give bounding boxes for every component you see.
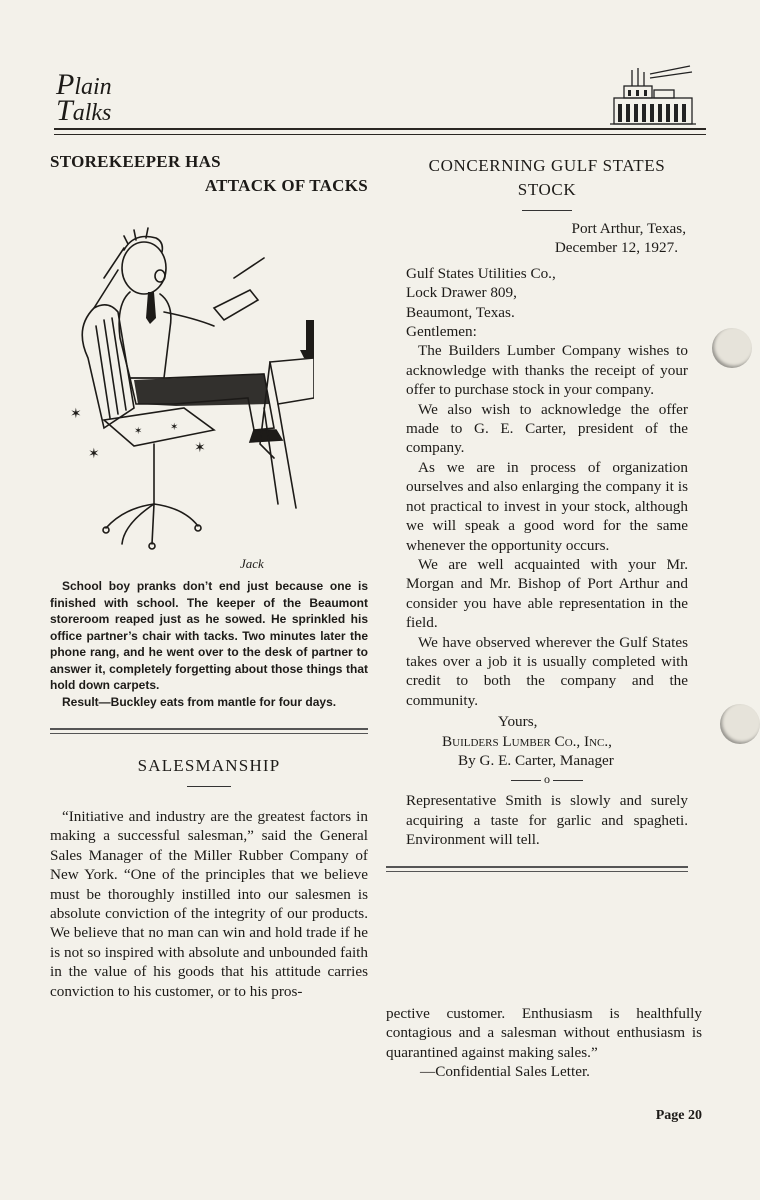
letter-dateline [406, 219, 688, 258]
headline-storekeeper [50, 150, 368, 198]
salesmanship-continued [386, 1004, 702, 1082]
cartoon-drawing [64, 208, 314, 578]
logo-text: alks [72, 100, 112, 126]
section-divider [50, 728, 368, 734]
svg-text:✶: ✶ [134, 426, 143, 437]
headline-line: CONCERNING GULF STATES [428, 156, 666, 175]
svg-text:✶: ✶ [88, 447, 100, 462]
letter-firm: Builders Lumber Co., Inc., [442, 732, 612, 750]
letter-closing: Yours, [498, 713, 538, 731]
letter-salutation: Gentlemen: [406, 323, 477, 341]
masthead [50, 64, 710, 136]
binder-hole [712, 328, 752, 368]
cartoon-caption [50, 578, 368, 710]
address-line: Lock Drawer 809, [406, 284, 517, 302]
binder-hole [720, 704, 760, 744]
letter-signoff [406, 712, 688, 770]
letter-paragraph: We are well acquainted with your Mr. Morgan and Mr. Bishop of Port Arthur and consider you have able representation in the field. [406, 555, 688, 632]
logo-letter: T [56, 94, 73, 127]
logo-letter: P [56, 68, 75, 101]
letter-address [406, 264, 688, 342]
salesmanship-article [50, 807, 368, 1001]
logo-text: lain [74, 74, 112, 100]
cartoon-signature: Jack [240, 556, 264, 571]
note-paragraph: Representative Smith is slowly and surely acquiring a taste for garlic and spagheti. Environment will tell. [406, 792, 688, 849]
svg-text:✶: ✶ [70, 407, 82, 422]
caption-paragraph: School boy pranks don’t end just because one is finished with school. The keeper of the Beaumont storeroom reaped just as he sowed. He sprinkled his office partner’s chair with tacks. Two minutes later the phone rang, and he went over to the desk of partner to answer it, completely forgetting about those things that hold down carpets. [50, 579, 368, 692]
ornament-divider: o [406, 772, 688, 787]
plain-talks-logo [56, 68, 146, 128]
factory-icon [610, 64, 696, 128]
headline-line: STOREKEEPER HAS [50, 152, 221, 171]
dateline-place: Port Arthur, Texas, [571, 220, 686, 237]
right-column [406, 154, 688, 872]
headline-gulf-states [406, 154, 688, 202]
dateline-date: December 12, 1927. [554, 239, 678, 257]
letter-signer: By G. E. Carter, Manager [458, 751, 614, 769]
article-paragraph: pective customer. Enthusiasm is healthfully contagious and a salesman without enthusiasm is quarantined against making sales.” [386, 1005, 702, 1061]
address-line: Gulf States Utilities Co., [406, 264, 556, 282]
letter-paragraph: We have observed wherever the Gulf States takes over a job it is usually completed with credit to both the company and the community. [406, 633, 688, 709]
article-attribution: —Confidential Sales Letter. [420, 1063, 590, 1081]
section-title-salesmanship: SALESMANSHIP [137, 756, 281, 775]
headline-line: STOCK [517, 180, 577, 199]
left-column [50, 150, 368, 1001]
letter-paragraph: As we are in process of organization ourselves and also enlarging the company it is not practical to invest in your stock, although we will speak a good word for the same whenever the opportunity occurs. [406, 458, 688, 554]
section-divider [386, 866, 688, 872]
page-number: Page 20 [655, 1108, 702, 1123]
title-underline [187, 786, 231, 787]
svg-text:✶: ✶ [170, 422, 179, 433]
title-underline [522, 210, 572, 211]
address-line: Beaumont, Texas. [406, 303, 515, 321]
caption-paragraph: Result—Buckley eats from mantle for four days. [62, 694, 337, 709]
garlic-note [406, 791, 688, 849]
headline-line: ATTACK OF TACKS [204, 176, 368, 195]
header-rule [54, 134, 706, 135]
letter-paragraph: We also wish to acknowledge the offer made to G. E. Carter, president of the company. [406, 400, 688, 457]
svg-text:✶: ✶ [194, 441, 206, 456]
article-paragraph: “Initiative and industry are the greatest factors in making a successful salesman,” said the General Sales Manager of the Miller Rubber Company of New York. “One of the principles that we believe must be thoroughly instilled into our salesmen is absolute conviction of the integrity of our products. We believe that no man can win and hold trade if he is not so inspired with absolute and unbounded faith in the value of his goods that his attitude carries conviction to his customer, or to his pros- [50, 808, 368, 1000]
header-rule [54, 128, 706, 130]
letter-paragraph: The Builders Lumber Company wishes to acknowledge with thanks the receipt of your offer to purchase stock in your company. [406, 342, 688, 399]
cartoon-illustration [64, 208, 314, 578]
letter-body [406, 341, 688, 710]
